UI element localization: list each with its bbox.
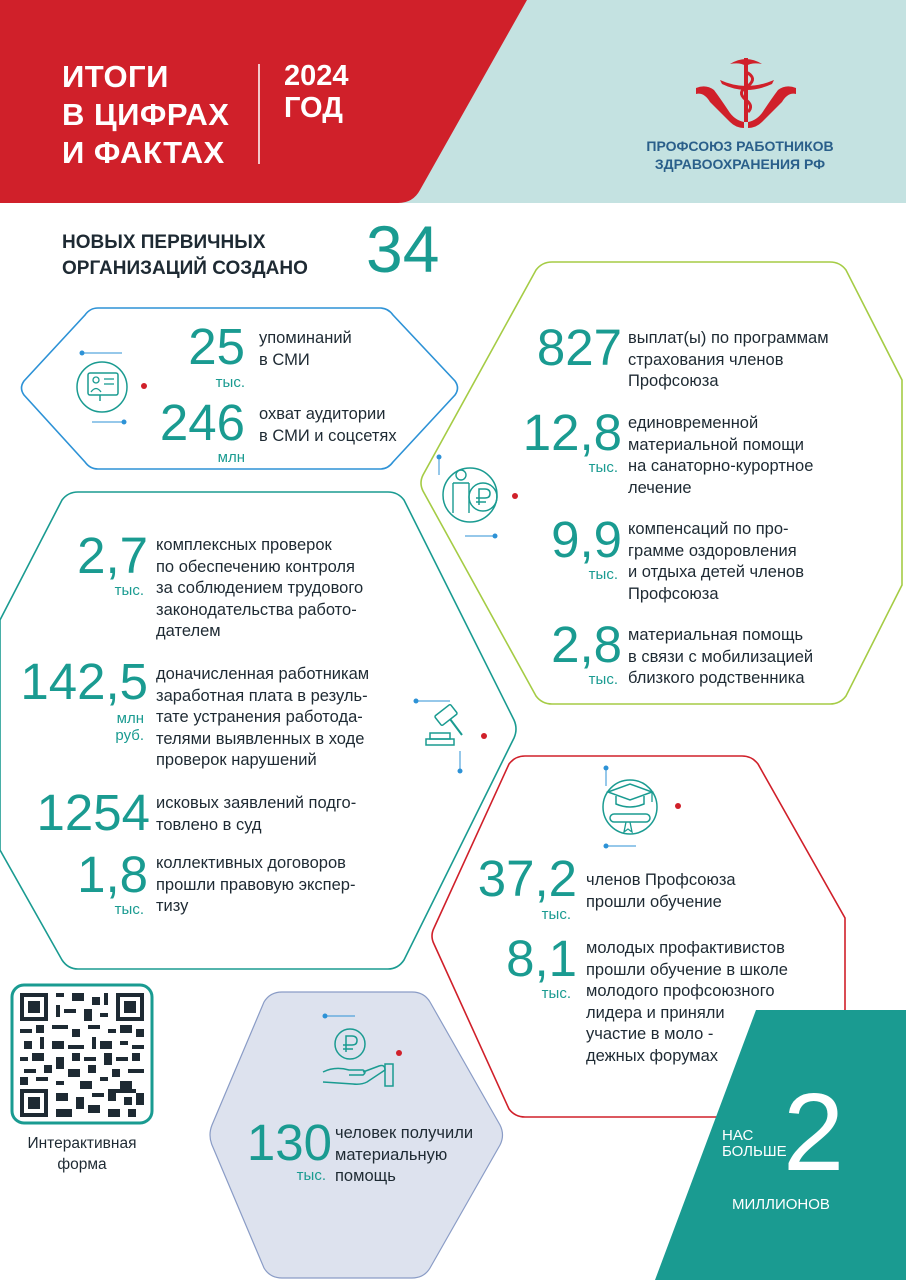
membership-label bbox=[722, 1128, 787, 1160]
desc-line: человек получили bbox=[335, 1124, 474, 1142]
salary-recovered-value: 142,5 bbox=[20, 653, 148, 710]
insurance-payments-value: 827 bbox=[536, 319, 622, 376]
desc-line: компенсаций по про- bbox=[628, 520, 789, 538]
infographic-title bbox=[62, 58, 229, 172]
membership-suffix: МИЛЛИОНОВ bbox=[732, 1196, 830, 1213]
organization-name bbox=[610, 137, 870, 173]
desc-line: прошли обучение bbox=[586, 892, 722, 911]
gavel-icon bbox=[400, 685, 500, 780]
sanatorium-aid-unit: тыс. bbox=[588, 459, 618, 476]
desc-line: Профсоюза bbox=[628, 584, 719, 603]
desc-line: за соблюдением трудового bbox=[156, 579, 364, 597]
desc-line: в СМИ и соцсетях bbox=[259, 426, 397, 445]
aid-recipients-unit: тыс. bbox=[296, 1167, 326, 1184]
desc-line: в СМИ bbox=[259, 350, 310, 369]
qr-caption bbox=[12, 1133, 152, 1175]
org-name-line: ПРОФСОЮЗ РАБОТНИКОВ bbox=[646, 138, 834, 154]
title-line: В ЦИФРАХ bbox=[62, 97, 230, 132]
caption-line: Интерактивная bbox=[27, 1135, 137, 1152]
new-organizations-value: 34 bbox=[366, 212, 440, 286]
desc-line: коллективных договоров bbox=[156, 854, 346, 872]
membership-label-line: НАС bbox=[722, 1127, 754, 1144]
desc-line: прошли обучение в школе bbox=[586, 960, 788, 979]
desc-line: грамме оздоровления bbox=[628, 541, 797, 560]
desc-line: Профсоюза bbox=[628, 372, 719, 390]
graduation-cap-diploma-icon bbox=[580, 760, 690, 855]
desc-line: выплат(ы) по программам bbox=[628, 329, 829, 347]
unit-line: млн bbox=[116, 710, 144, 727]
members-trained-value: 37,2 bbox=[477, 850, 577, 907]
desc-line: проверок нарушений bbox=[156, 751, 317, 769]
unit-line: руб. bbox=[115, 727, 144, 744]
desc-line: материальную bbox=[335, 1145, 448, 1164]
desc-line: в связи с мобилизацией bbox=[628, 647, 814, 666]
lawsuits-value: 1254 bbox=[36, 784, 150, 841]
desc-line: упоминаний bbox=[259, 329, 352, 347]
desc-line: страхования членов bbox=[628, 350, 784, 369]
year-line: ГОД bbox=[284, 92, 343, 124]
membership-value: 2 bbox=[783, 1071, 845, 1194]
desc-line: лечение bbox=[628, 478, 692, 497]
desc-line: и отдыха детей членов bbox=[628, 563, 804, 581]
aid-recipients-value: 130 bbox=[246, 1114, 332, 1171]
desc-line: законодательства работо- bbox=[156, 600, 357, 619]
mobilization-aid-value: 2,8 bbox=[551, 616, 622, 673]
year-line: 2024 bbox=[284, 60, 349, 92]
desc-line: членов Профсоюза bbox=[586, 871, 736, 889]
desc-line: охват аудитории bbox=[259, 405, 386, 423]
hand-ruble-coin-icon bbox=[305, 1008, 415, 1098]
sanatorium-aid-value: 12,8 bbox=[522, 404, 622, 461]
young-activists-value: 8,1 bbox=[506, 930, 577, 987]
desc-line: заработная плата в резуль- bbox=[156, 686, 368, 705]
desc-line: тизу bbox=[156, 897, 189, 915]
insurance-payments-desc bbox=[628, 328, 829, 393]
desc-line: товлено в суд bbox=[156, 815, 262, 834]
mobilization-aid-unit: тыс. bbox=[588, 671, 618, 688]
young-activists-unit: тыс. bbox=[541, 985, 571, 1002]
qr-code-icon[interactable] bbox=[20, 993, 144, 1117]
young-activists-desc bbox=[586, 938, 788, 1067]
media-mentions-desc bbox=[259, 328, 352, 371]
intro-line: НОВЫХ ПЕРВИЧНЫХ bbox=[62, 232, 266, 253]
desc-line: на санаторно-курортное bbox=[628, 457, 814, 475]
mobilization-aid-desc bbox=[628, 625, 813, 690]
salary-recovered-unit bbox=[40, 710, 144, 744]
caduceus-hands-logo bbox=[690, 52, 802, 132]
members-trained-unit: тыс. bbox=[541, 906, 571, 923]
caption-line: форма bbox=[57, 1156, 107, 1173]
org-name-line: ЗДРАВООХРАНЕНИЯ РФ bbox=[654, 156, 826, 172]
desc-line: материальная помощь bbox=[628, 626, 804, 644]
desc-line: комплексных проверок bbox=[156, 536, 332, 554]
desc-line: близкого родственника bbox=[628, 669, 805, 687]
title-line: ИТОГИ bbox=[62, 59, 169, 94]
salary-recovered-desc bbox=[156, 664, 369, 772]
desc-line: лидера и приняли bbox=[586, 1003, 725, 1022]
inspections-value: 2,7 bbox=[77, 527, 148, 584]
desc-line: молодых профактивистов bbox=[586, 939, 785, 957]
lawsuits-desc bbox=[156, 793, 356, 836]
media-reach-value: 246 bbox=[159, 394, 245, 451]
media-reach-desc bbox=[259, 404, 397, 447]
desc-line: материальной помощи bbox=[628, 435, 805, 454]
inspections-desc bbox=[156, 535, 363, 643]
child-recreation-value: 9,9 bbox=[551, 511, 622, 568]
desc-line: доначисленная работникам bbox=[156, 665, 370, 683]
collective-agreements-desc bbox=[156, 853, 355, 918]
media-reach-unit: млн bbox=[217, 449, 245, 466]
desc-line: дателем bbox=[156, 622, 221, 640]
media-mentions-value: 25 bbox=[188, 318, 245, 375]
inspections-unit: тыс. bbox=[114, 582, 144, 599]
desc-line: телями выявленных в ходе bbox=[156, 729, 365, 748]
collective-agreements-unit: тыс. bbox=[114, 901, 144, 918]
members-trained-desc bbox=[586, 870, 736, 913]
child-recreation-unit: тыс. bbox=[588, 566, 618, 583]
desc-line: тате устранения работода- bbox=[156, 708, 363, 726]
desc-line: прошли правовую экспер- bbox=[156, 875, 356, 894]
collective-agreements-value: 1,8 bbox=[77, 846, 148, 903]
desc-line: по обеспечению контроля bbox=[156, 557, 355, 576]
year-label bbox=[284, 60, 349, 124]
aid-recipients-desc bbox=[335, 1123, 473, 1188]
media-mentions-unit: тыс. bbox=[215, 374, 245, 391]
desc-line: исковых заявлений подго- bbox=[156, 794, 357, 812]
desc-line: участие в моло - bbox=[586, 1025, 714, 1043]
new-organizations-label bbox=[62, 230, 308, 282]
sanatorium-aid-desc bbox=[628, 413, 813, 499]
title-line: И ФАКТАХ bbox=[62, 135, 225, 170]
desc-line: молодого профсоюзного bbox=[586, 982, 775, 1000]
desc-line: помощь bbox=[335, 1167, 396, 1185]
desc-line: единовременной bbox=[628, 414, 759, 432]
desc-line: дежных форумах bbox=[586, 1046, 719, 1065]
membership-label-line: БОЛЬШЕ bbox=[722, 1143, 787, 1160]
intro-line: ОРГАНИЗАЦИЙ СОЗДАНО bbox=[62, 258, 308, 279]
child-recreation-desc bbox=[628, 519, 804, 605]
